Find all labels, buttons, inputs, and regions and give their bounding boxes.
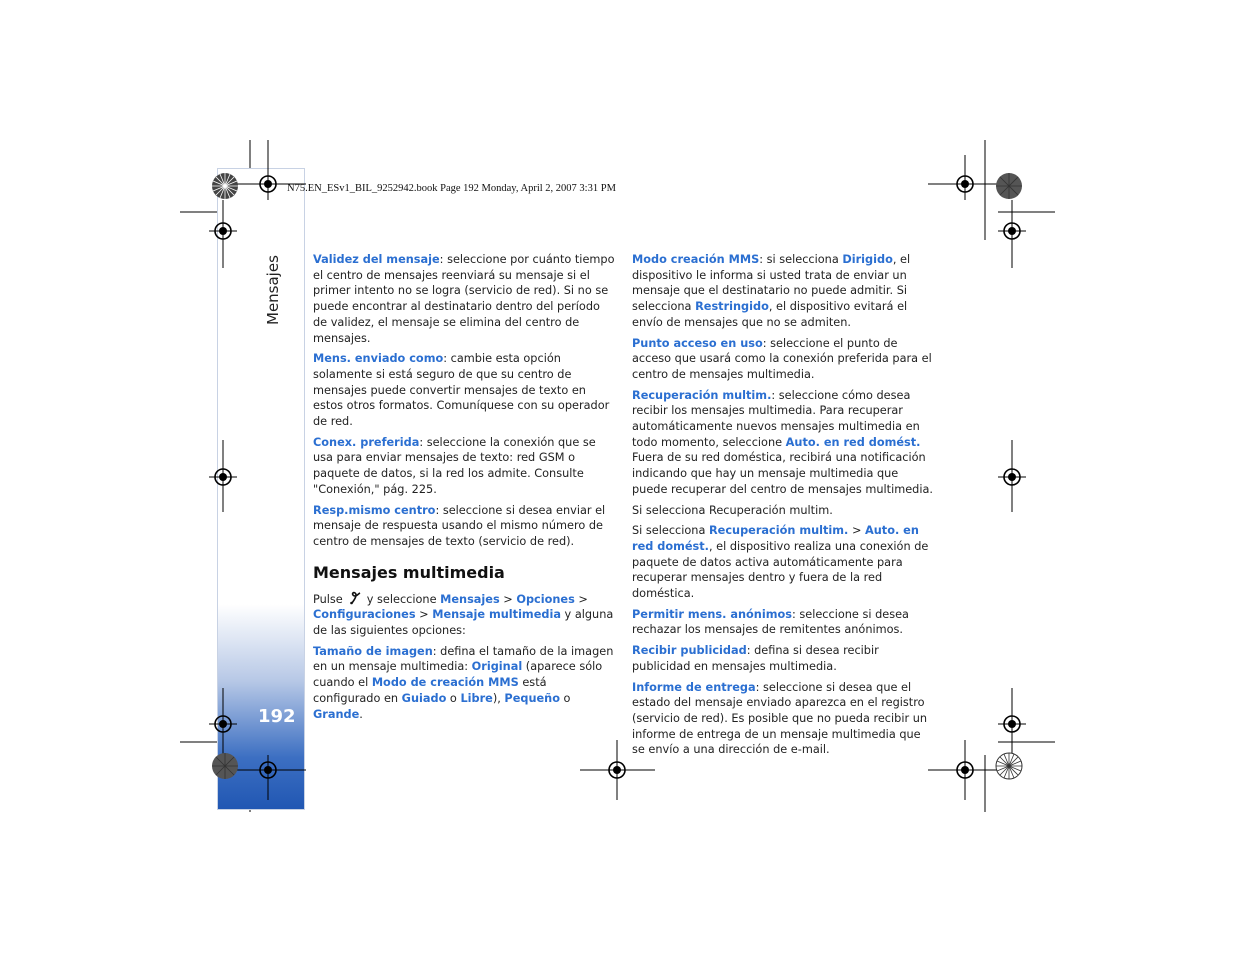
star-target-icon	[995, 172, 1023, 200]
term: Libre	[460, 691, 493, 705]
term: Informe de entrega	[632, 680, 756, 694]
paragraph-pulse	[313, 591, 615, 639]
term: Tamaño de imagen	[313, 644, 433, 658]
star-target-icon	[211, 172, 239, 200]
term: Conex. preferida	[313, 435, 420, 449]
paragraph-text: .	[359, 707, 363, 721]
paragraph-text: : seleccione la conexión que se usa para enviar mensajes de texto: red GSM o paquete de datos, si la red los admite. Consulte "Conexión," pág. 225.	[313, 435, 596, 496]
term: Opciones	[516, 592, 575, 606]
term: Auto. en red domést.	[785, 435, 921, 449]
paragraph-si-selecciona	[632, 503, 936, 519]
star-target-icon	[211, 752, 239, 780]
paragraph-recibir	[632, 643, 936, 674]
term: Auto. en red domést.	[632, 524, 919, 553]
term: Guiado	[401, 691, 447, 705]
term: Recuperación multim.	[632, 388, 772, 402]
paragraph-tamano	[313, 644, 615, 723]
paragraph-text: , el dispositivo le informa si usted trata de enviar un mensaje que el destinatario no puede admitir. Si selecciona	[632, 253, 911, 314]
term: Dirigido	[842, 253, 893, 266]
paragraph-text: ),	[492, 691, 505, 705]
paragraph-text: Si selecciona Recuperación multim.	[632, 503, 833, 517]
term: Mensaje multimedia	[432, 608, 561, 622]
paragraph-mens-enviado	[313, 351, 615, 430]
separator: >	[848, 524, 866, 538]
paragraph-text: : defina el tamaño de la imagen en un mensaje multimedia:	[313, 644, 614, 674]
term: Original	[471, 660, 523, 674]
paragraph-text: está configurado en	[313, 676, 547, 705]
paragraph-text: Si selecciona	[632, 524, 709, 538]
paragraph-text: Pulse	[313, 592, 343, 606]
term: Configuraciones	[313, 608, 416, 622]
term: Punto acceso en uso	[632, 336, 763, 350]
term: Resp.mismo centro	[313, 503, 436, 517]
print-header: N75.EN_ESv1_BIL_9252942.book Page 192 Monday, April 2, 2007 3:31 PM	[287, 183, 616, 194]
paragraph-text: (aparece sólo cuando el	[313, 660, 603, 690]
paragraph-text: , el dispositivo realiza una conexión de paquete de datos activa automáticamente para recuperar mensajes dentro y fuera de la red doméstica.	[632, 539, 929, 601]
section-title: Mensajes	[264, 255, 282, 325]
paragraph-permitir	[632, 607, 936, 638]
separator: >	[415, 608, 433, 622]
section-heading: Mensajes multimedia	[313, 562, 505, 582]
paragraph-text: Fuera de su red doméstica, recibirá una notificación indicando que hay un mensaje multimedia que puede recuperar del centro de mensajes multimedia.	[632, 451, 933, 496]
star-target-icon	[995, 752, 1023, 780]
paragraph-text: : seleccione si desea que el estado del mensaje enviado aparezca en el registro (servicio de red). Es posible que no pueda recibir un informe de entrega de un mensaje multimedia que se envío a una dirección de e-mail.	[632, 680, 928, 757]
paragraph-text: : defina si desea recibir publicidad en mensajes multimedia.	[632, 644, 879, 673]
page-number: 192	[258, 706, 296, 727]
paragraph-resp	[313, 503, 615, 550]
paragraph-punto-acceso	[632, 336, 936, 383]
paragraph-si-selecciona-auto	[632, 523, 936, 602]
paragraph-conex	[313, 435, 615, 498]
paragraph-text: : cambie esta opción solamente si está seguro de que su centro de mensajes puede convertir mensajes de texto en estos otros formatos. Comuníquese con su operador de red.	[313, 352, 610, 429]
term: Permitir mens. anónimos	[632, 607, 792, 621]
term: Mensajes	[440, 592, 500, 606]
term: Recuperación multim.	[708, 524, 849, 538]
term: Grande	[313, 707, 360, 721]
paragraph-recuperacion	[632, 388, 936, 498]
paragraph-informe	[632, 680, 936, 759]
term: Pequeño	[504, 691, 560, 705]
term: Recibir publicidad	[632, 644, 747, 658]
term: Restringido	[695, 300, 769, 314]
left-column	[313, 252, 615, 727]
paragraph-text: o	[446, 691, 461, 705]
paragraph-text: o	[559, 691, 571, 705]
paragraph-text: : seleccione cómo desea recibir los mensajes multimedia. Para recuperar automáticamente nuevos mensajes multimedia en todo momento, seleccione	[632, 388, 920, 449]
term: Validez del mensaje	[313, 253, 440, 266]
right-column	[632, 252, 936, 763]
separator: >	[499, 592, 517, 606]
paragraph-validez	[313, 252, 615, 346]
menu-key-icon	[347, 591, 363, 605]
paragraph-text: y seleccione	[366, 592, 437, 606]
paragraph-text: : seleccione si desea enviar el mensaje de respuesta usando el mismo número de centro de mensajes de texto (servicio de red).	[313, 503, 606, 548]
term: Modo creación MMS	[632, 253, 760, 266]
paragraph-text: : seleccione por cuánto tiempo el centro de mensajes reenviará su mensaje si el primer intento no se logra (servicio de red). Si no se puede encontrar al destinatario dentro del período de validez, el mensaje se elimina del centro de mensajes.	[313, 253, 615, 345]
paragraph-text: y alguna de las siguientes opciones:	[313, 608, 614, 638]
paragraph-text: : seleccione si desea rechazar los mensajes de remitentes anónimos.	[632, 607, 909, 637]
paragraph-text: : seleccione el punto de acceso que usará como la conexión preferida para el centro de mensajes multimedia.	[632, 336, 932, 381]
separator: >	[574, 592, 588, 606]
term: Modo de creación MMS	[371, 676, 519, 690]
paragraph-text: , el dispositivo evitará el envío de mensajes que no se admiten.	[632, 300, 908, 329]
term: Mens. enviado como	[313, 352, 444, 366]
paragraph-text: : si selecciona	[759, 253, 843, 266]
paragraph-modo-creacion	[632, 252, 936, 331]
